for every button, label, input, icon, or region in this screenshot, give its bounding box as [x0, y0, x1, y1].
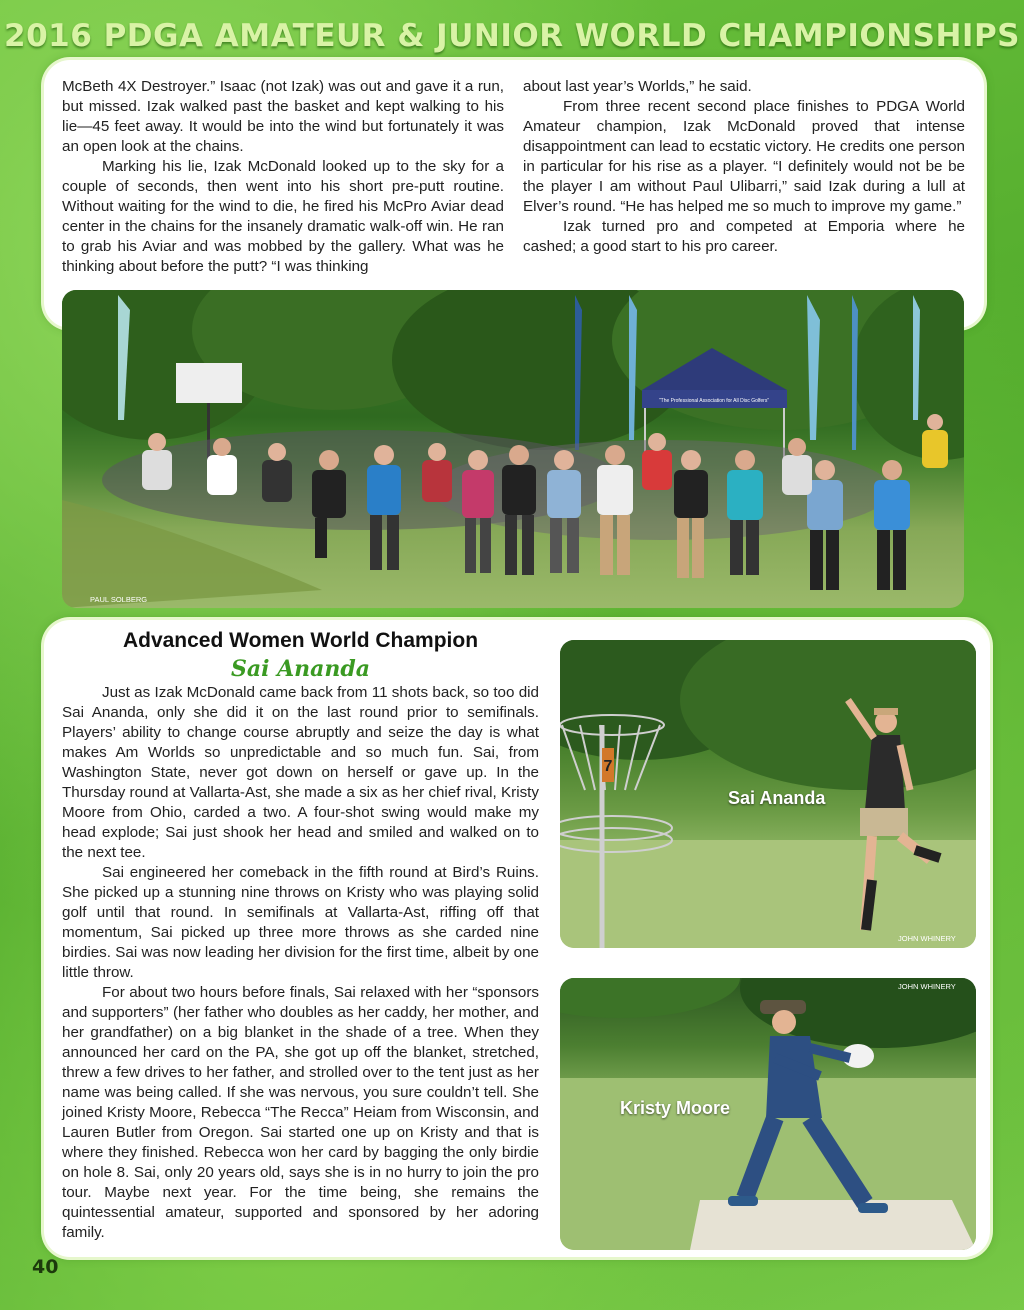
- bottom-left-column: [62, 683, 539, 1243]
- paragraph: For about two hours before finals, Sai relaxed with her “sponsors and supporters” (her father who doubles as her caddy, her mother, and her grandfather) on a big blanket in the shade of a tree. When they announced her card on the PA, she got up off the blanket, stretched, threw a few drives to her father, and strolled over to the tent just as her name was being called. If she was nervous, you sure couldn’t tell. She joined Kristy Moore, Rebecca “The Recca” Heiam from Wisconsin, and Lauren Butler from Oregon. Sai started one up on Kristy and that is where they finished. Rebecca won her card by bagging the only birdie on hole 8. Sai, only 20 years old, says she is in no hurry to join the pro tour. Maybe next year. For the time being, she remains the quintessential amateur, supported and sponsored by her adoring family.: [62, 984, 539, 1241]
- basket-number: 7: [603, 758, 613, 775]
- photo-credit: JOHN WHINERY: [898, 982, 956, 991]
- paragraph: Sai engineered her comeback in the fifth round at Bird’s Ruins. She picked up a stunning nine throws on Kristy who was playing solid golf until that round. In semifinals at Vallarta-Ast, riffing off that momentum, Sai picked up three more throws as she carded nine birdies. Sai was now leading her division for the first time, albeit by one little throw.: [62, 864, 539, 981]
- crowd-photo-illustration: [62, 290, 964, 608]
- tent-banner-text: “The Professional Association for All Disc Golfers”: [658, 398, 770, 404]
- top-left-column: [62, 77, 504, 277]
- paragraph: about last year’s Worlds,” he said.: [523, 78, 752, 95]
- paragraph: Marking his lie, Izak McDonald looked up to the sky for a couple of seconds, then went into his short pre-putt routine. Without waiting for the wind to die, he fired his McPro Aviar dead center in the chains for the insanely dramatic walk-off win. He ran to grab his Aviar and was mobbed by the gallery. What was he thinking about before the putt? “I was thinking: [62, 158, 504, 275]
- kristy-moore-photo: [560, 978, 976, 1250]
- sai-ananda-photo: [560, 640, 976, 948]
- photo-label-kristy: Kristy Moore: [620, 1098, 731, 1118]
- section-champion-name: Sai Ananda: [230, 656, 371, 682]
- paragraph: Just as Izak McDonald came back from 11 shots back, so too did Sai Ananda, only she did it on the last round prior to semifinals. Players’ ability to change course abruptly and seize the day is what makes Am Worlds so unpredictable and so much fun. Sai, from Washington State, never got down on herself or gave up. In the Thursday round at Vallarta-Ast, she made a six as her chief rival, Kristy Moore from Ohio, carded a two. A four-shot swing would make my head explode; Sai just shook her head and smiled and walked on to the next tee.: [62, 684, 539, 861]
- photo-label-sai: Sai Ananda: [728, 788, 826, 808]
- crowd-photo: [62, 290, 964, 608]
- section-title: Advanced Women World Champion: [122, 629, 479, 652]
- page-header-title: 2016 PDGA AMATEUR & JUNIOR WORLD CHAMPIONSHIPS: [4, 18, 1020, 54]
- page-number: 40: [32, 1256, 59, 1278]
- paragraph: Izak turned pro and competed at Emporia where he cashed; a good start to his pro career.: [523, 218, 965, 255]
- photo-credit: JOHN WHINERY: [898, 934, 956, 943]
- paragraph: McBeth 4X Destroyer.” Isaac (not Izak) was out and gave it a run, but missed. Izak walked past the basket and kept walking to his lie—45 feet away. It would be into the wind but fortunately it was an open look at the chains.: [62, 78, 504, 155]
- top-right-column: [523, 77, 965, 257]
- paragraph: From three recent second place finishes to PDGA World Amateur champion, Izak McDonald proved that intense disappointment can lead to ecstatic victory. He credits one person in particular for his rise as a player. “I definitely would not be be the player I am without Paul Ulibarri,” said Izak during a lull at Elver’s round. “He has helped me so much to improve my game.”: [523, 98, 965, 215]
- photo-credit: PAUL SOLBERG: [90, 595, 148, 604]
